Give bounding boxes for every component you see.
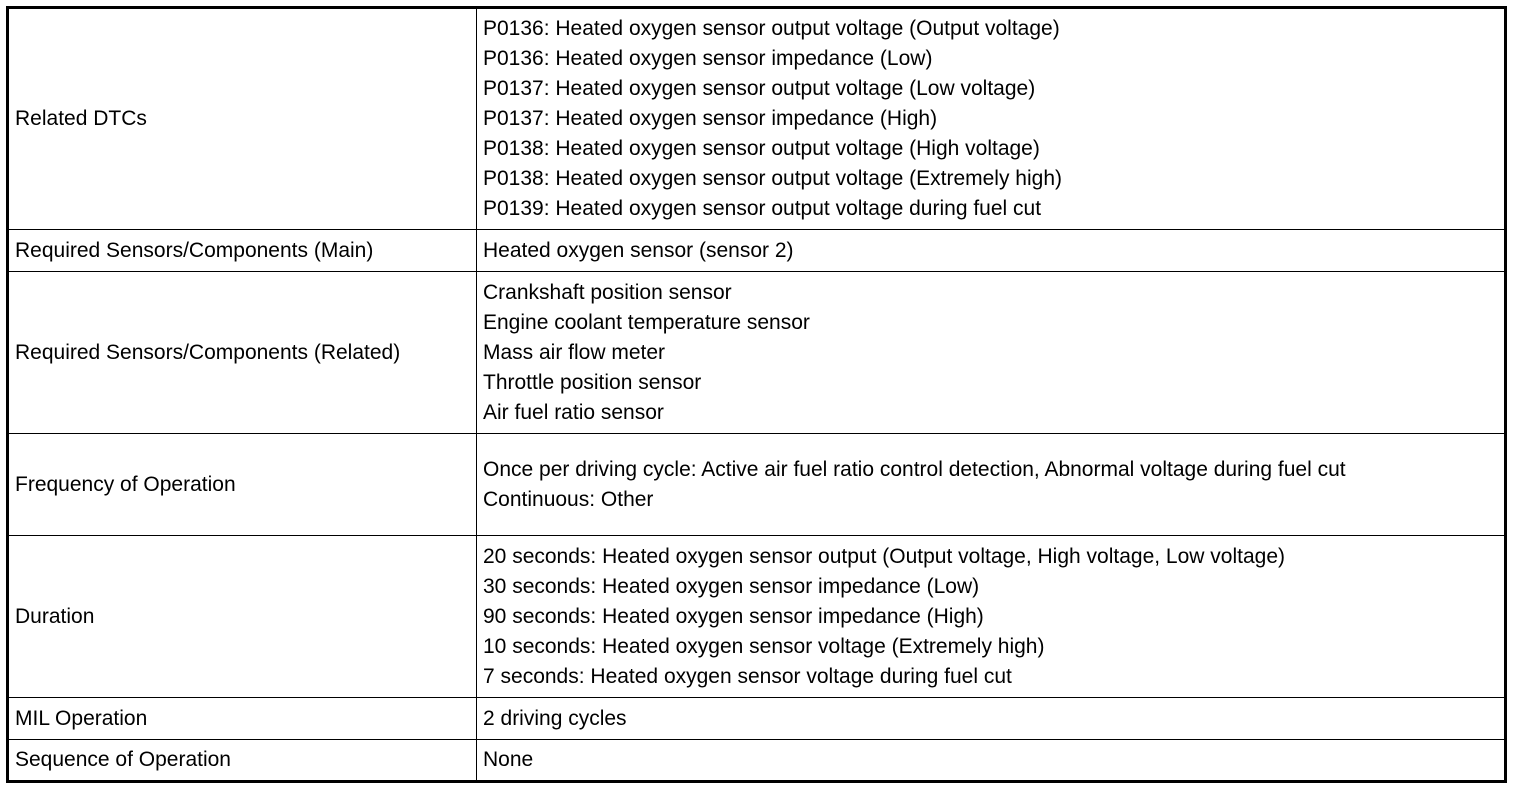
row-value	[477, 434, 1506, 536]
row-label: Sequence of Operation	[8, 740, 477, 782]
row-label: Frequency of Operation	[8, 434, 477, 536]
spec-table-body	[8, 8, 1506, 782]
row-sequence	[8, 740, 1506, 782]
row-duration	[8, 536, 1506, 698]
row-value	[477, 230, 1506, 272]
component-line: Air fuel ratio sensor	[483, 400, 664, 424]
duration-line: 20 seconds: Heated oxygen sensor output (Output voltage, High voltage, Low voltage)	[483, 544, 1285, 568]
row-required-related	[8, 272, 1506, 434]
component-line: Throttle position sensor	[483, 370, 702, 394]
value-line: 2 driving cycles	[483, 706, 627, 730]
dtc-line: P0136: Heated oxygen sensor impedance (Low)	[483, 47, 933, 70]
dtc-line: P0138: Heated oxygen sensor output voltage (Extremely high)	[483, 167, 1063, 190]
row-frequency	[8, 434, 1506, 536]
value-line: None	[483, 748, 534, 771]
row-related-dtcs	[8, 8, 1506, 230]
frequency-line: Continuous: Other	[483, 487, 654, 511]
duration-line: 10 seconds: Heated oxygen sensor voltage (Extremely high)	[483, 634, 1045, 658]
row-required-main	[8, 230, 1506, 272]
row-label: Related DTCs	[8, 8, 477, 230]
row-value	[477, 536, 1506, 698]
frequency-line: Once per driving cycle: Active air fuel ratio control detection, Abnormal voltage during fuel cut	[483, 457, 1346, 481]
row-label: MIL Operation	[8, 698, 477, 740]
duration-line: 7 seconds: Heated oxygen sensor voltage during fuel cut	[483, 664, 1012, 688]
row-value	[477, 8, 1506, 230]
duration-line: 30 seconds: Heated oxygen sensor impedance (Low)	[483, 574, 980, 598]
row-value	[477, 698, 1506, 740]
dtc-line: P0138: Heated oxygen sensor output voltage (High voltage)	[483, 137, 1040, 160]
row-mil-operation	[8, 698, 1506, 740]
duration-line: 90 seconds: Heated oxygen sensor impedance (High)	[483, 604, 984, 628]
value-line: Heated oxygen sensor (sensor 2)	[483, 238, 794, 262]
component-line: Mass air flow meter	[483, 340, 666, 364]
dtc-line: P0139: Heated oxygen sensor output voltage during fuel cut	[483, 197, 1042, 220]
row-label: Required Sensors/Components (Related)	[8, 272, 477, 434]
dtc-line: P0137: Heated oxygen sensor impedance (High)	[483, 107, 938, 130]
row-label: Duration	[8, 536, 477, 698]
dtc-line: P0136: Heated oxygen sensor output voltage (Output voltage)	[483, 17, 1060, 40]
monitor-spec-table	[6, 6, 1507, 783]
row-label: Required Sensors/Components (Main)	[8, 230, 477, 272]
component-line: Crankshaft position sensor	[483, 280, 732, 304]
component-line: Engine coolant temperature sensor	[483, 310, 810, 334]
row-value	[477, 740, 1506, 782]
row-value	[477, 272, 1506, 434]
dtc-line: P0137: Heated oxygen sensor output voltage (Low voltage)	[483, 77, 1036, 100]
